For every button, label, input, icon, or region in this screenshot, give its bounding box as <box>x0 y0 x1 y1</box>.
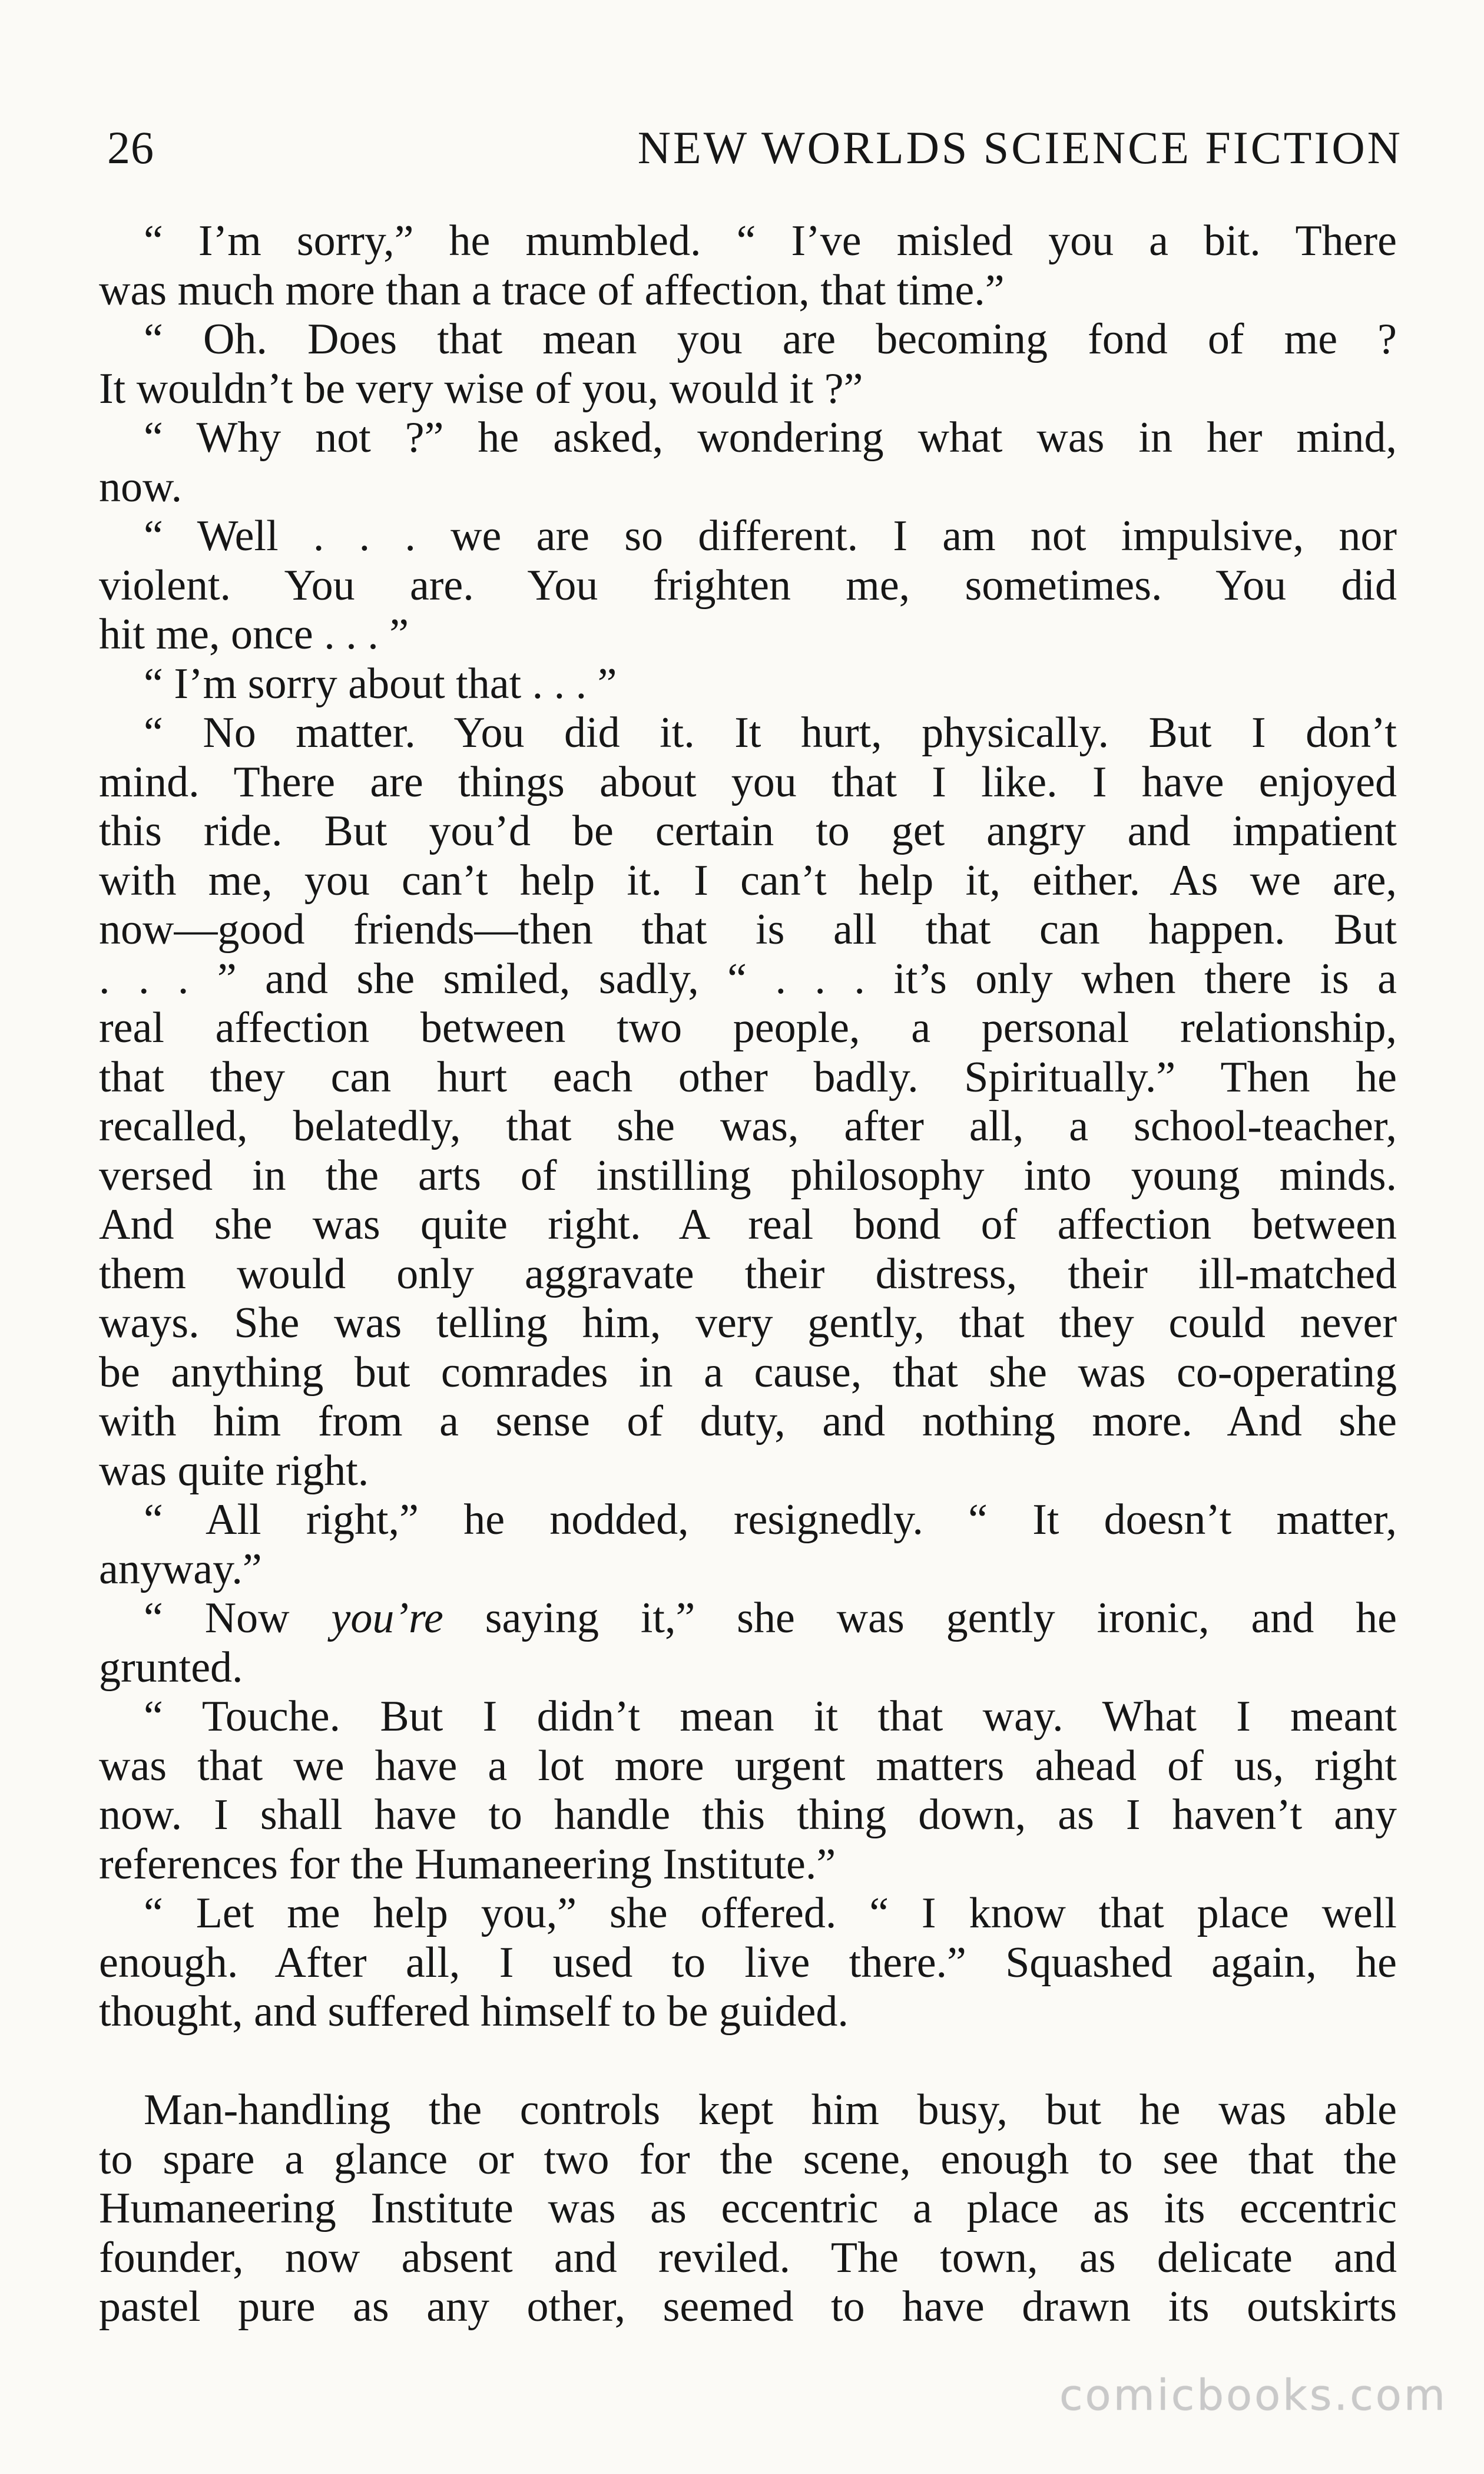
text-line: pastel pure as any other, seemed to have drawn its outskirts <box>99 2283 1397 2331</box>
story-text <box>99 217 1397 2332</box>
text-line: versed in the arts of instilling philosophy into young minds. <box>99 1151 1397 1200</box>
running-title: NEW WORLDS SCIENCE FICTION <box>637 122 1403 173</box>
text-line: anyway.” <box>99 1544 262 1593</box>
section-break <box>99 2037 1397 2086</box>
text-line: ways. She was telling him, very gently, that they could never <box>99 1299 1397 1347</box>
text-line: “ Touche. But I didn’t mean it that way. What I meant <box>144 1692 1397 1741</box>
text-line: It wouldn’t be very wise of you, would it ?” <box>99 364 863 413</box>
text-line: “ Oh. Does that mean you are becoming fond of me ? <box>144 315 1397 363</box>
text-line: “ Why not ?” he asked, wondering what was in her mind, <box>144 414 1397 462</box>
text-line: mind. There are things about you that I like. I have enjoyed <box>99 758 1397 806</box>
text-line: “ I’m sorry about that . . . ” <box>144 659 617 708</box>
text-line: founder, now absent and reviled. The town, as delicate and <box>99 2233 1397 2282</box>
text-fragment: “ Now <box>144 1594 332 1642</box>
text-line: “ All right,” he nodded, resignedly. “ It doesn’t matter, <box>144 1496 1397 1544</box>
text-line: was that we have a lot more urgent matters ahead of us, right <box>99 1741 1397 1790</box>
text-line: violent. You are. You frighten me, sometimes. You did <box>99 561 1397 610</box>
text-line: “ I’m sorry,” he mumbled. “ I’ve misled you a bit. There <box>144 217 1397 265</box>
text-line: recalled, belatedly, that she was, after all, a school-teacher, <box>99 1102 1397 1150</box>
text-line: be anything but comrades in a cause, that she was co-operating <box>99 1348 1397 1397</box>
text-line: . . . ” and she smiled, sadly, “ . . . it’s only when there is a <box>99 954 1397 1003</box>
text-line: them would only aggravate their distress, their ill-matched <box>99 1249 1397 1298</box>
text-line: enough. After all, I used to live there.” Squashed again, he <box>99 1938 1397 1987</box>
text-line: Man-handling the controls kept him busy, but he was able <box>144 2086 1397 2134</box>
text-line: And she was quite right. A real bond of affection between <box>99 1200 1397 1249</box>
text-line: now—good friends—then that is all that can happen. But <box>99 905 1397 954</box>
watermark: comicbooks.com <box>1059 2370 1447 2420</box>
text-line: now. I shall have to handle this thing down, as I haven’t any <box>99 1791 1397 1839</box>
text-line-with-italic <box>99 1594 1397 1643</box>
text-line: “ Let me help you,” she offered. “ I know that place well <box>144 1889 1397 1937</box>
text-line: “ Well . . . we are so different. I am not impulsive, nor <box>144 512 1397 560</box>
text-line: “ No matter. You did it. It hurt, physically. But I don’t <box>144 709 1397 757</box>
page-header <box>107 115 1403 180</box>
text-line: grunted. <box>99 1643 243 1692</box>
text-line: Humaneering Institute was as eccentric a place as its eccentric <box>99 2184 1397 2232</box>
italic-word: you’re <box>331 1594 443 1642</box>
text-line: references for the Humaneering Institute.” <box>99 1840 836 1888</box>
text-line: with me, you can’t help it. I can’t help it, either. As we are, <box>99 856 1397 905</box>
text-line: was quite right. <box>99 1446 369 1495</box>
text-line: thought, and suffered himself to be guided. <box>99 1987 849 2036</box>
text-line: to spare a glance or two for the scene, enough to see that the <box>99 2135 1397 2184</box>
page-number: 26 <box>107 122 154 173</box>
text-line: hit me, once . . . ” <box>99 610 409 659</box>
text-line: now. <box>99 462 183 511</box>
text-line: that they can hurt each other badly. Spiritually.” Then he <box>99 1053 1397 1102</box>
text-line: real affection between two people, a personal relationship, <box>99 1004 1397 1052</box>
text-line: was much more than a trace of affection, that time.” <box>99 266 1005 315</box>
text-line: this ride. But you’d be certain to get angry and impatient <box>99 807 1397 855</box>
text-line: with him from a sense of duty, and nothing more. And she <box>99 1397 1397 1446</box>
text-fragment: saying it,” she was gently ironic, and he <box>443 1594 1397 1642</box>
